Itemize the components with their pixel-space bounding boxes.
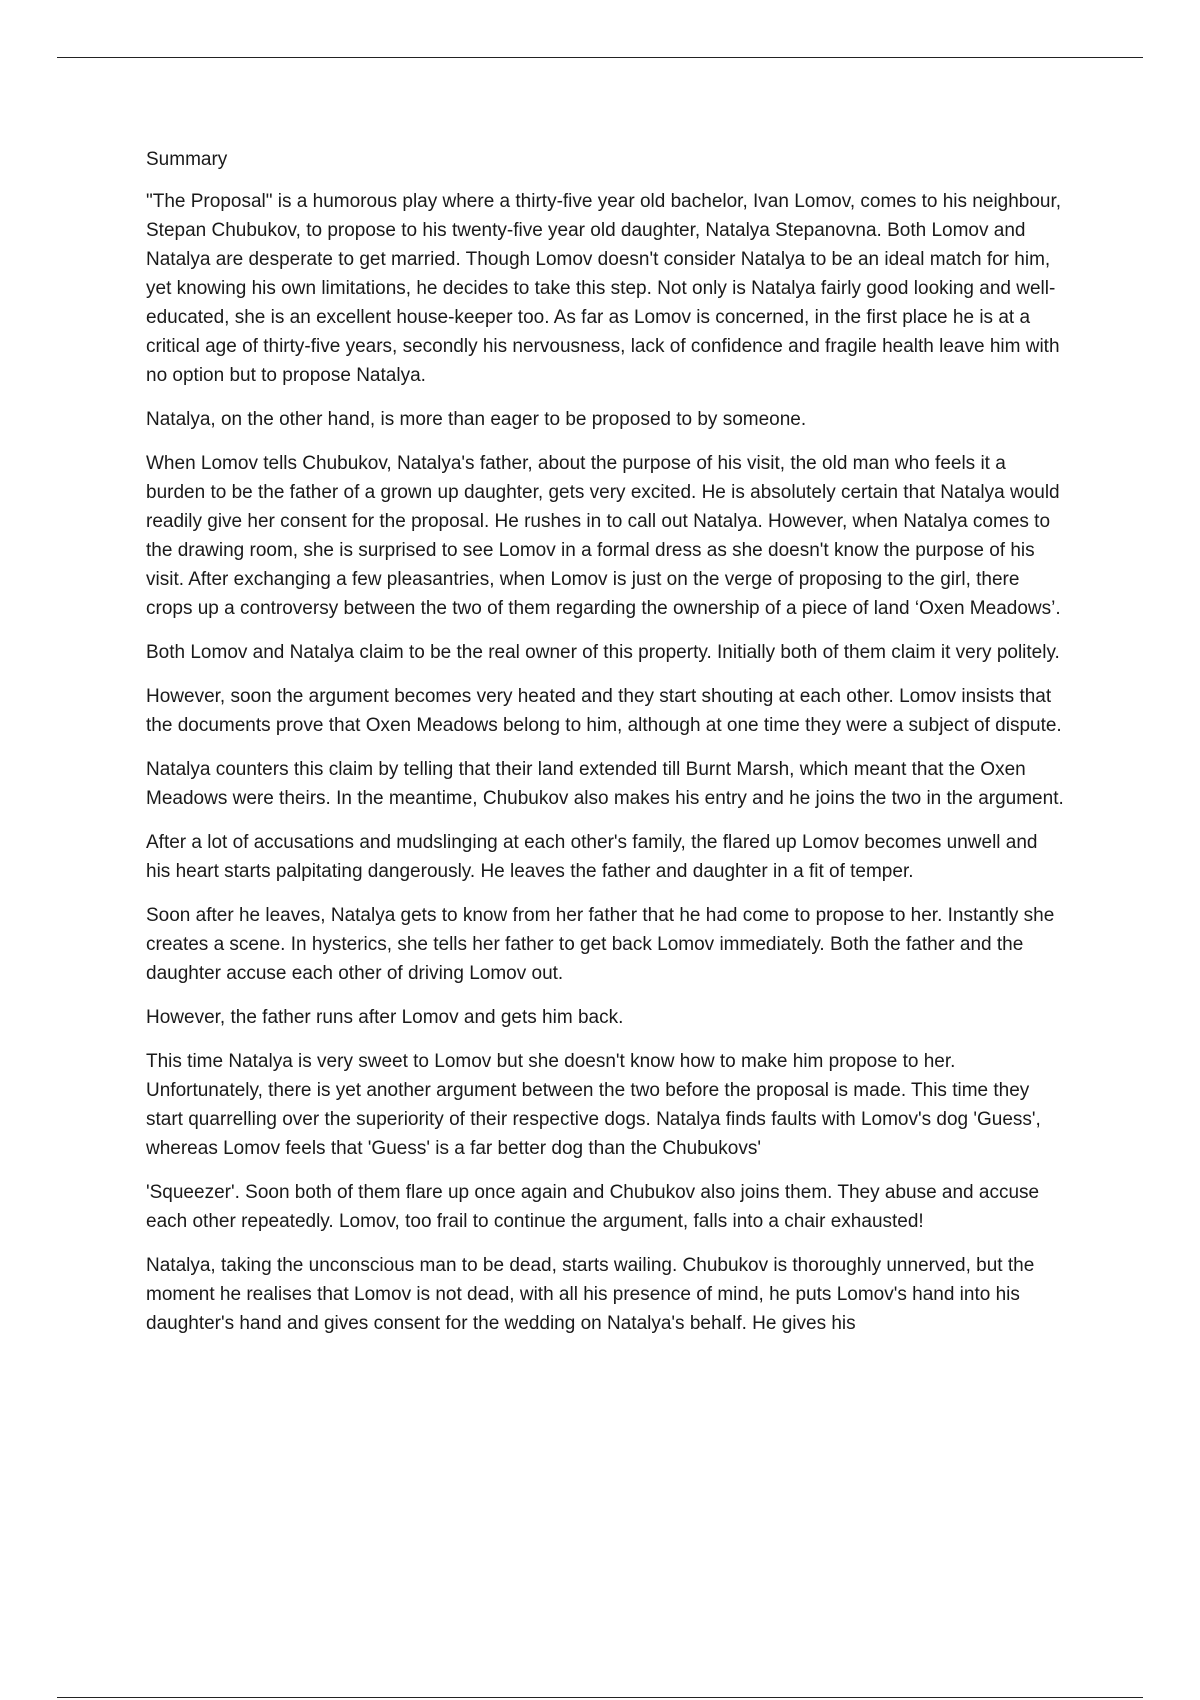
paragraph-9: However, the father runs after Lomov and gets him back.	[146, 1007, 624, 1028]
paragraph-4: Both Lomov and Natalya claim to be the real owner of this property. Initially both of them claim it very politely.	[146, 642, 1060, 663]
paragraph-2: Natalya, on the other hand, is more than eager to be proposed to by someone.	[146, 409, 807, 430]
document-body	[146, 145, 1066, 1353]
paragraph-6: Natalya counters this claim by telling that their land extended till Burnt Marsh, which meant that the Oxen Meadows were theirs. In the meantime, Chubukov also makes his entry and he joins the two in the argument.	[146, 759, 1064, 809]
top-horizontal-rule	[57, 57, 1143, 58]
paragraph-10: This time Natalya is very sweet to Lomov but she doesn't know how to make him propose to her. Unfortunately, there is yet another argument between the two before the proposal is made. This time they start quarrelling over the superiority of their respective dogs. Natalya finds faults with Lomov's dog 'Guess', whereas Lomov feels that 'Guess' is a far better dog than the Chubukovs'	[146, 1051, 1041, 1159]
paragraph-3: When Lomov tells Chubukov, Natalya's father, about the purpose of his visit, the old man who feels it a burden to be the father of a grown up daughter, gets very excited. He is absolutely certain that Natalya would readily give her consent for the proposal. He rushes in to call out Natalya. However, when Natalya comes to the drawing room, she is surprised to see Lomov in a formal dress as she doesn't know the purpose of his visit. After exchanging a few pleasantries, when Lomov is just on the verge of proposing to the girl, there crops up a controversy between the two of them regarding the ownership of a piece of land ‘Oxen Meadows’.	[146, 453, 1061, 619]
paragraph-11: 'Squeezer'. Soon both of them flare up once again and Chubukov also joins them. They abuse and accuse each other repeatedly. Lomov, too frail to continue the argument, falls into a chair exhausted!	[146, 1182, 1040, 1232]
paragraph-7: After a lot of accusations and mudslinging at each other's family, the flared up Lomov becomes unwell and his heart starts palpitating dangerously. He leaves the father and daughter in a fit of temper.	[146, 832, 1038, 882]
paragraph-5: However, soon the argument becomes very heated and they start shouting at each other. Lomov insists that the documents prove that Oxen Meadows belong to him, although at one time they were a subject of dispute.	[146, 686, 1062, 736]
bottom-horizontal-rule	[57, 1697, 1143, 1698]
section-heading: Summary	[146, 149, 228, 170]
paragraph-1: "The Proposal" is a humorous play where a thirty-five year old bachelor, Ivan Lomov, comes to his neighbour, Stepan Chubukov, to propose to his twenty-five year old daughter, Natalya Stepanovna. Both Lomov and Natalya are desperate to get married. Though Lomov doesn't consider Natalya to be an ideal match for him, yet knowing his own limitations, he decides to take this step. Not only is Natalya fairly good looking and well-educated, she is an excellent house-keeper too. As far as Lomov is concerned, in the first place he is at a critical age of thirty-five years, secondly his nervousness, lack of confidence and fragile health leave him with no option but to propose Natalya.	[146, 191, 1062, 386]
paragraph-8: Soon after he leaves, Natalya gets to know from her father that he had come to propose to her. Instantly she creates a scene. In hysterics, she tells her father to get back Lomov immediately. Both the father and the daughter accuse each other of driving Lomov out.	[146, 905, 1055, 984]
paragraph-12: Natalya, taking the unconscious man to be dead, starts wailing. Chubukov is thoroughly unnerved, but the moment he realises that Lomov is not dead, with all his presence of mind, he puts Lomov's hand into his daughter's hand and gives consent for the wedding on Natalya's behalf. He gives his	[146, 1255, 1035, 1334]
